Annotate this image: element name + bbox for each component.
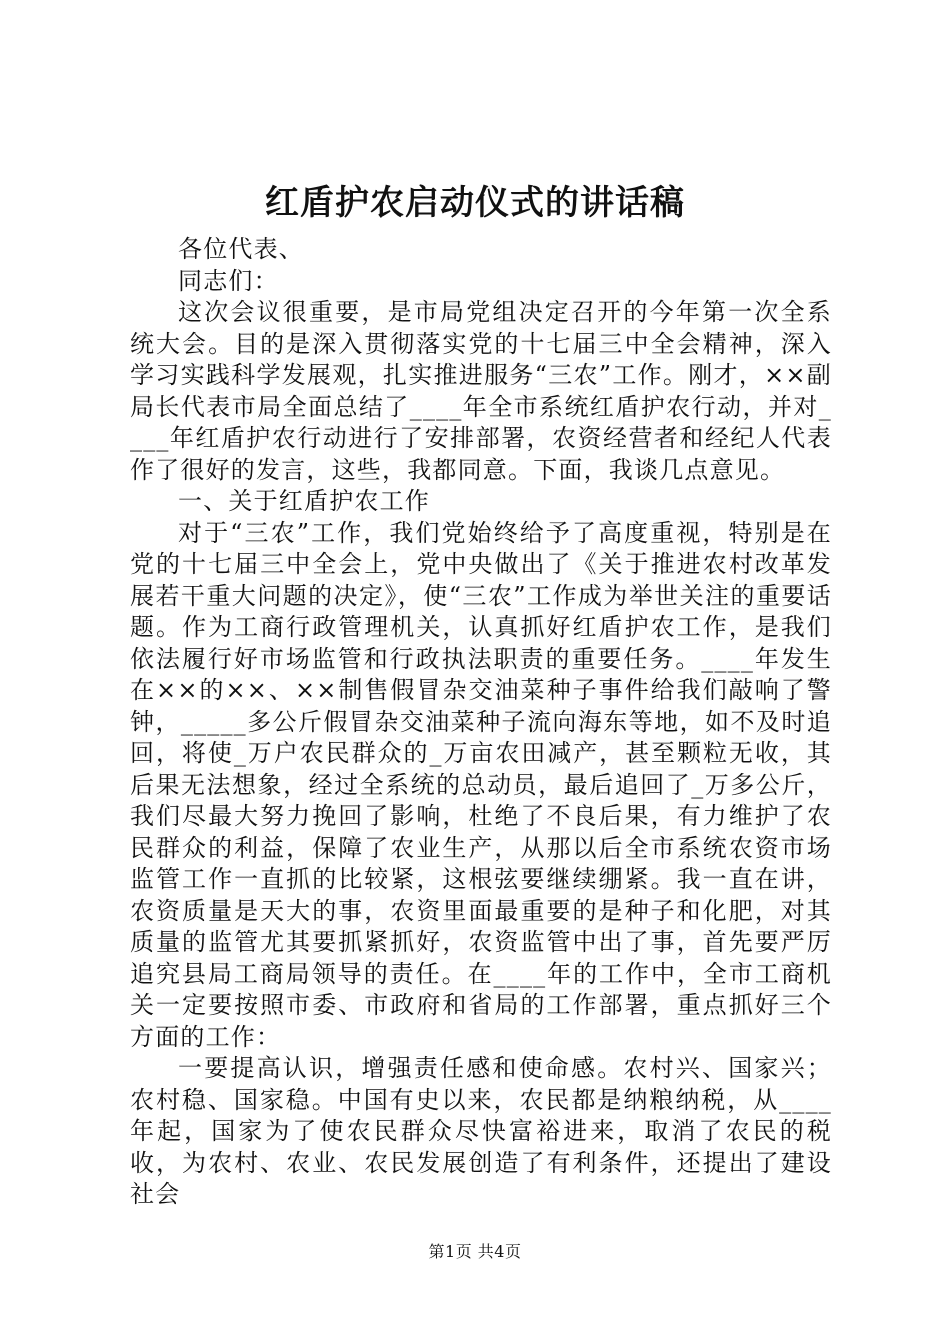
body-paragraph: 一要提高认识，增强责任感和使命感。农村兴、国家兴；农村稳、国家稳。中国有史以来，农民都是纳粮纳税，从____年起，国家为了使农民群众尽快富裕进来，取消了农民的税收，为农村、农业、农民发展创造了有利条件，还提出了建设社会: [130, 1054, 832, 1208]
page-number-footer: 第1页 共4页: [428, 1242, 522, 1261]
document-body: [130, 234, 832, 1211]
body-paragraph: 对于“三农”工作，我们党始终给予了高度重视，特别是在党的十七届三中全会上，党中央做出了《关于推进农村改革发展若干重大问题的决定》，使“三农”工作成为举世关注的重要话题。作为工商行政管理机关，认真抓好红盾护农工作，是我们依法履行好市场监管和行政执法职责的重要任务。____年发生在××的××、××制售假冒杂交油菜种子事件给我们敲响了警钟，_____多公斤假冒杂交油菜种子流向海东等地，如不及时追回，将使_万户农民群众的_万亩农田减产，甚至颗粒无收，其后果无法想象，经过全系统的总动员，最后追回了_万多公斤，我们尽最大努力挽回了影响，杜绝了不良后果，有力维护了农民群众的利益，保障了农业生产，从那以后全市系统农资市场监管工作一直抓的比较紧，这根弦要继续绷紧。我一直在讲，农资质量是天大的事，农资里面最重要的是种子和化肥，对其质量的监管尤其要抓紧抓好，农资监管中出了事，首先要严厉追究县局工商局领导的责任。在____年的工作中，全市工商机关一定要按照市委、市政府和省局的工作部署，重点抓好三个方面的工作：: [130, 518, 832, 1051]
body-paragraph: 这次会议很重要，是市局党组决定召开的今年第一次全系统大会。目的是深入贯彻落实党的十七届三中全会精神，深入学习实践科学发展观，扎实推进服务“三农”工作。刚才，××副局长代表市局全面总结了____年全市系统红盾护农行动，并对____年红盾护农行动进行了安排部署，农资经营者和经纪人代表作了很好的发言，这些，我都同意。下面，我谈几点意见。: [130, 298, 832, 484]
section-heading: 一、关于红盾护农工作: [178, 487, 430, 515]
salutation-line: 各位代表、: [178, 235, 304, 263]
salutation-line: 同志们：: [178, 266, 279, 295]
document-title: 红盾护农启动仪式的讲话稿: [265, 183, 685, 223]
